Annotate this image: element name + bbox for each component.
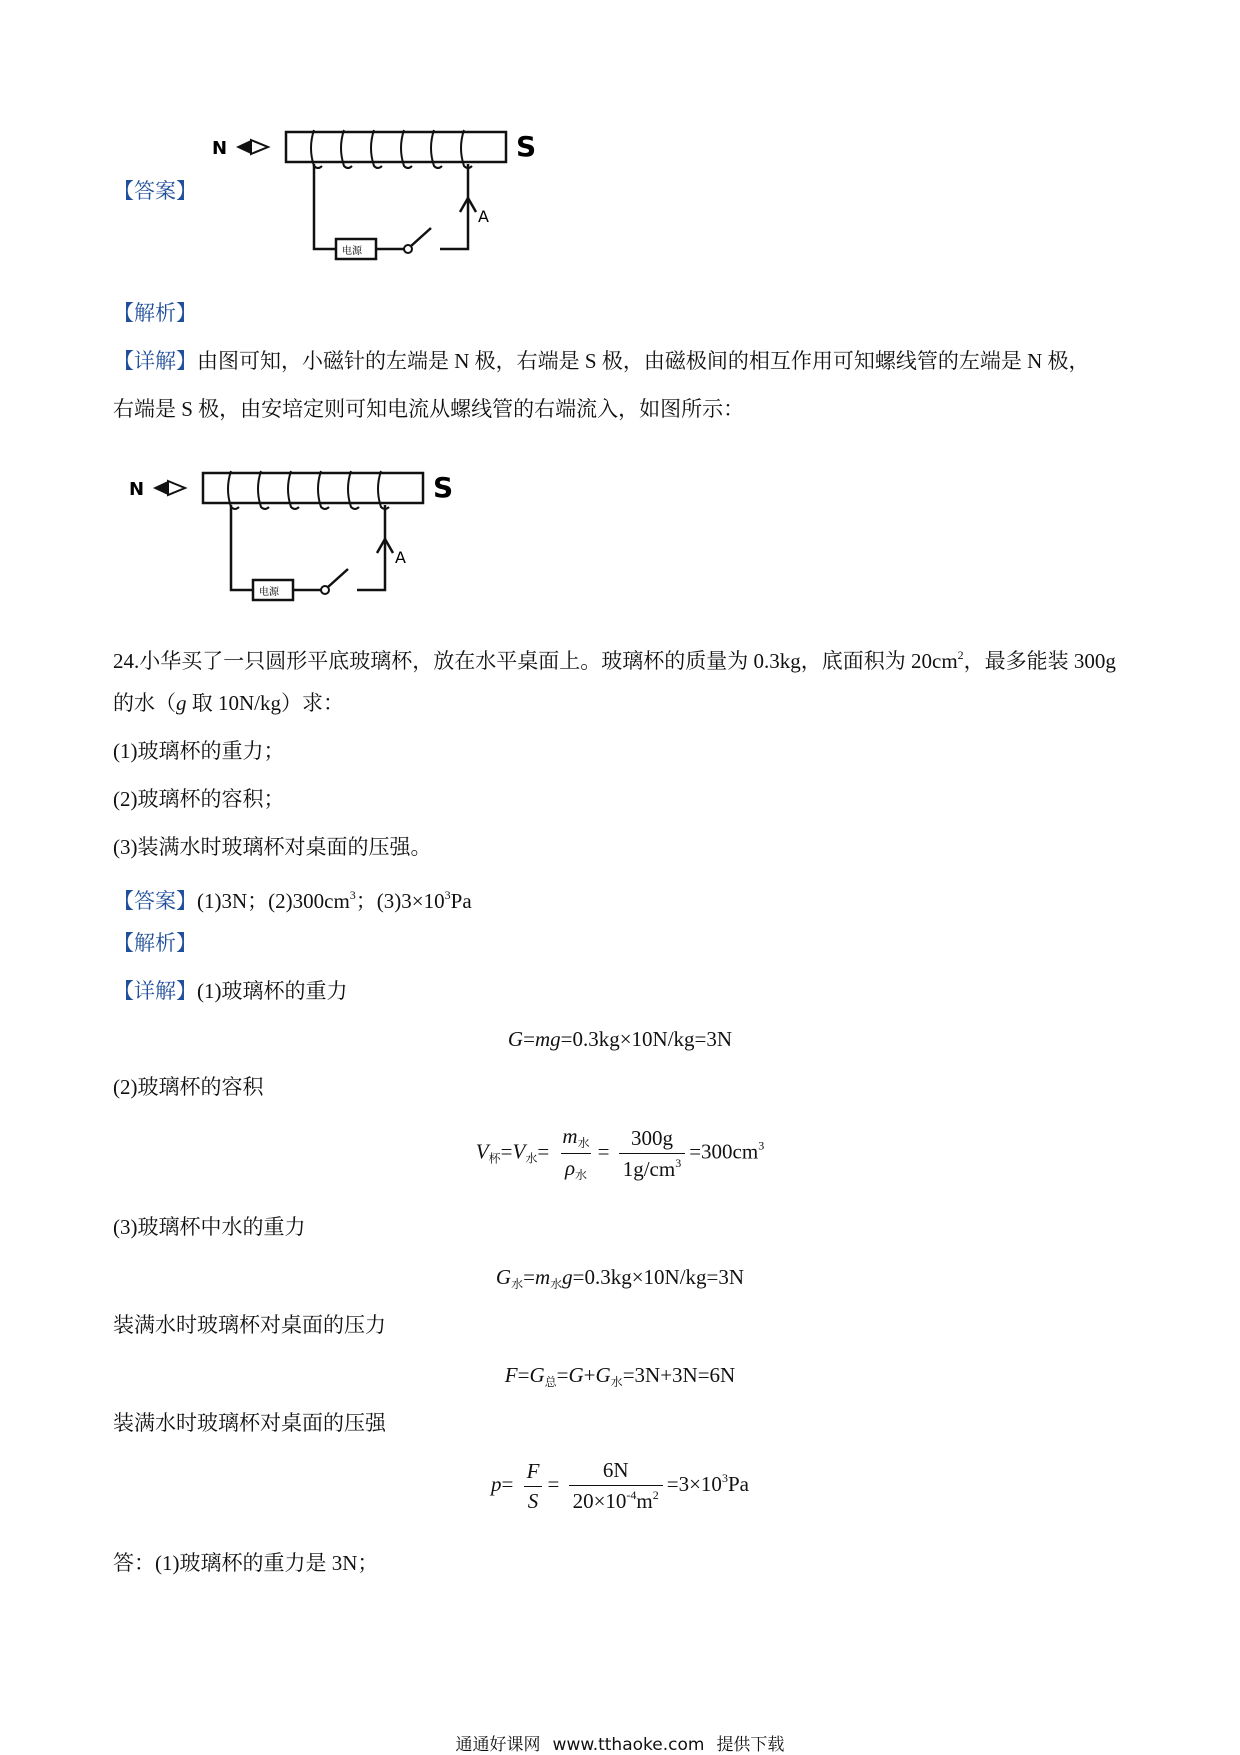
f3-m: m — [534, 1265, 551, 1289]
circuit-diagram-2-svg — [123, 465, 463, 615]
q24-text-2b: 取 10N/kg）求： — [186, 691, 344, 715]
f4-eq: = — [517, 1363, 530, 1387]
f5-den2-sup2: 2 — [652, 1488, 659, 1502]
f2-den2: 1g/cm — [622, 1156, 676, 1181]
f1-mg: mg — [534, 1027, 561, 1051]
needle-n-label-2: N — [129, 479, 145, 500]
formula-volume — [0, 1124, 1240, 1188]
circuit-diagram-1-svg — [206, 124, 546, 274]
f4-plus: + — [583, 1363, 596, 1387]
circuit-diagram-1 — [206, 124, 546, 274]
f3-m-sub: 水 — [550, 1277, 563, 1291]
q24-heading-4: 装满水时玻璃杯对桌面的压力 — [113, 1313, 386, 1337]
q24-answer-b: ；(3)3×10 — [355, 889, 445, 913]
f2-fraction-1 — [558, 1124, 593, 1183]
q24-answer-sup2: 3 — [444, 888, 451, 902]
detail-text-1: 由图可知，小磁针的左端是 N 极，右端是 S 极，由磁极间的相互作用可知螺线管的左端是 N 极， — [197, 349, 1090, 373]
q24-line-2 — [113, 688, 344, 718]
f1-eq: = — [523, 1027, 535, 1051]
f2-v2: V — [512, 1139, 526, 1164]
q24-final-answer: 答：(1)玻璃杯的重力是 3N； — [113, 1551, 379, 1575]
pole-s-label: S — [516, 130, 537, 163]
f2-eq3: = — [597, 1139, 610, 1164]
detail-line-1 — [113, 346, 1090, 376]
q24-text-2a: 的水（ — [113, 691, 176, 715]
f5-result-end: Pa — [727, 1471, 749, 1496]
q24-answer-line — [113, 880, 472, 916]
q24-text-1: 24.小华买了一只圆形平底玻璃杯，放在水平桌面上。玻璃杯的质量为 0.3kg，底面积为 20cm — [113, 649, 958, 673]
f2-num-m: m — [562, 1124, 578, 1148]
pole-s-label-2: S — [433, 471, 454, 504]
f2-result-sup: 3 — [758, 1138, 765, 1153]
page-footer — [0, 1730, 1240, 1755]
f4-rest: =3N+3N=6N — [622, 1363, 736, 1387]
q24-sub-1: (1)玻璃杯的重力； — [113, 739, 285, 763]
q24-sub-2: (2)玻璃杯的容积； — [113, 787, 285, 811]
f4-g3: G — [595, 1363, 611, 1387]
formula-gravity — [0, 1024, 1240, 1054]
f2-den-sub: 水 — [575, 1168, 588, 1182]
footer-site: 通通好课网 — [455, 1735, 541, 1755]
f5-fraction-2 — [569, 1458, 663, 1514]
f5-fraction-1 — [523, 1459, 544, 1514]
f2-den2-sup: 3 — [675, 1155, 682, 1170]
f4-f: F — [504, 1363, 518, 1387]
q24-answer-sup1: 3 — [349, 888, 356, 902]
detail-text-2: 右端是 S 极，由安培定则可知电流从螺线管的右端流入，如图所示： — [113, 397, 745, 421]
f1-g: G — [507, 1027, 524, 1051]
circuit-diagram-2 — [123, 465, 463, 615]
q24-heading-5: 装满水时玻璃杯对桌面的压强 — [113, 1411, 386, 1435]
needle-n-label: N — [212, 138, 228, 159]
f4-g-sub: 总 — [544, 1375, 557, 1389]
q24-answer-a: (1)3N；(2)300cm — [197, 889, 350, 913]
q24-text-1-end: ，最多能装 300g — [963, 649, 1116, 673]
f2-num-sub: 水 — [577, 1136, 590, 1150]
f4-eq2: = — [556, 1363, 569, 1387]
detail-label: 【详解】 — [113, 349, 197, 373]
q24-detail-text-1: (1)玻璃杯的重力 — [197, 979, 348, 1003]
battery-label: 电源 — [342, 246, 362, 257]
f2-den-rho: ρ — [564, 1156, 576, 1180]
f2-fraction-2 — [619, 1126, 686, 1182]
f2-v1-sub: 杯 — [488, 1151, 501, 1166]
f5-den2-b: m — [636, 1489, 653, 1513]
q24-detail-1 — [113, 976, 348, 1006]
footer-note: 提供下载 — [716, 1735, 785, 1755]
f5-result-sup: 3 — [721, 1470, 728, 1485]
f5-den2-sup: -4 — [626, 1488, 637, 1502]
analysis-label: 【解析】 — [113, 301, 197, 325]
f5-eq: = — [501, 1471, 514, 1496]
formula-water-gravity — [0, 1262, 1240, 1299]
q24-sup-1: 2 — [957, 648, 964, 662]
f2-eq1: = — [500, 1139, 513, 1164]
f3-eq: = — [523, 1265, 535, 1289]
f4-g2: G — [568, 1363, 584, 1387]
f5-den2-a: 20×10 — [572, 1489, 627, 1513]
q24-sub-3: (3)装满水时玻璃杯对桌面的压强。 — [113, 835, 432, 859]
f2-eq2: = — [537, 1139, 550, 1164]
q24-line-1 — [113, 640, 1116, 676]
f5-num2: 6N — [602, 1458, 629, 1482]
f2-num2: 300g — [630, 1125, 673, 1150]
f1-rest: =0.3kg×10N/kg=3N — [560, 1027, 733, 1051]
f4-g: G — [529, 1363, 545, 1387]
f2-result: =300cm — [689, 1139, 759, 1164]
formula-pressure — [0, 1458, 1240, 1522]
q24-heading-2: (2)玻璃杯的容积 — [113, 1075, 264, 1099]
f5-result: =3×10 — [666, 1471, 722, 1496]
detail-line-2 — [113, 394, 744, 424]
q24-heading-3: (3)玻璃杯中水的重力 — [113, 1215, 306, 1239]
q24-detail-label: 【详解】 — [113, 979, 197, 1003]
f3-g: G — [495, 1265, 512, 1289]
q24-g: g — [176, 691, 187, 715]
current-a-label: A — [478, 207, 489, 226]
q24-analysis-label: 【解析】 — [113, 931, 197, 955]
current-a-label-2: A — [395, 548, 406, 567]
f5-p: p — [491, 1471, 502, 1496]
f5-eq2: = — [547, 1471, 560, 1496]
answer-label: 【答案】 — [113, 179, 197, 203]
f5-den: S — [524, 1486, 543, 1514]
f3-rest: =0.3kg×10N/kg=3N — [572, 1265, 745, 1289]
q24-analysis-tag — [113, 928, 197, 958]
q24-answer-c: Pa — [450, 889, 472, 913]
formula-force — [0, 1360, 1240, 1397]
f5-num: F — [526, 1458, 540, 1483]
battery-label-2: 电源 — [259, 587, 279, 598]
f3-gg: g — [562, 1265, 573, 1289]
f2-v1: V — [475, 1139, 489, 1164]
f4-g3-sub: 水 — [610, 1375, 623, 1389]
f3-g-sub: 水 — [511, 1277, 524, 1291]
answer-tag — [113, 176, 197, 206]
f2-v2-sub: 水 — [525, 1151, 538, 1166]
analysis-tag-1 — [113, 298, 197, 328]
footer-url: www.tthaoke.com — [552, 1735, 705, 1755]
q24-answer-label: 【答案】 — [113, 889, 197, 913]
